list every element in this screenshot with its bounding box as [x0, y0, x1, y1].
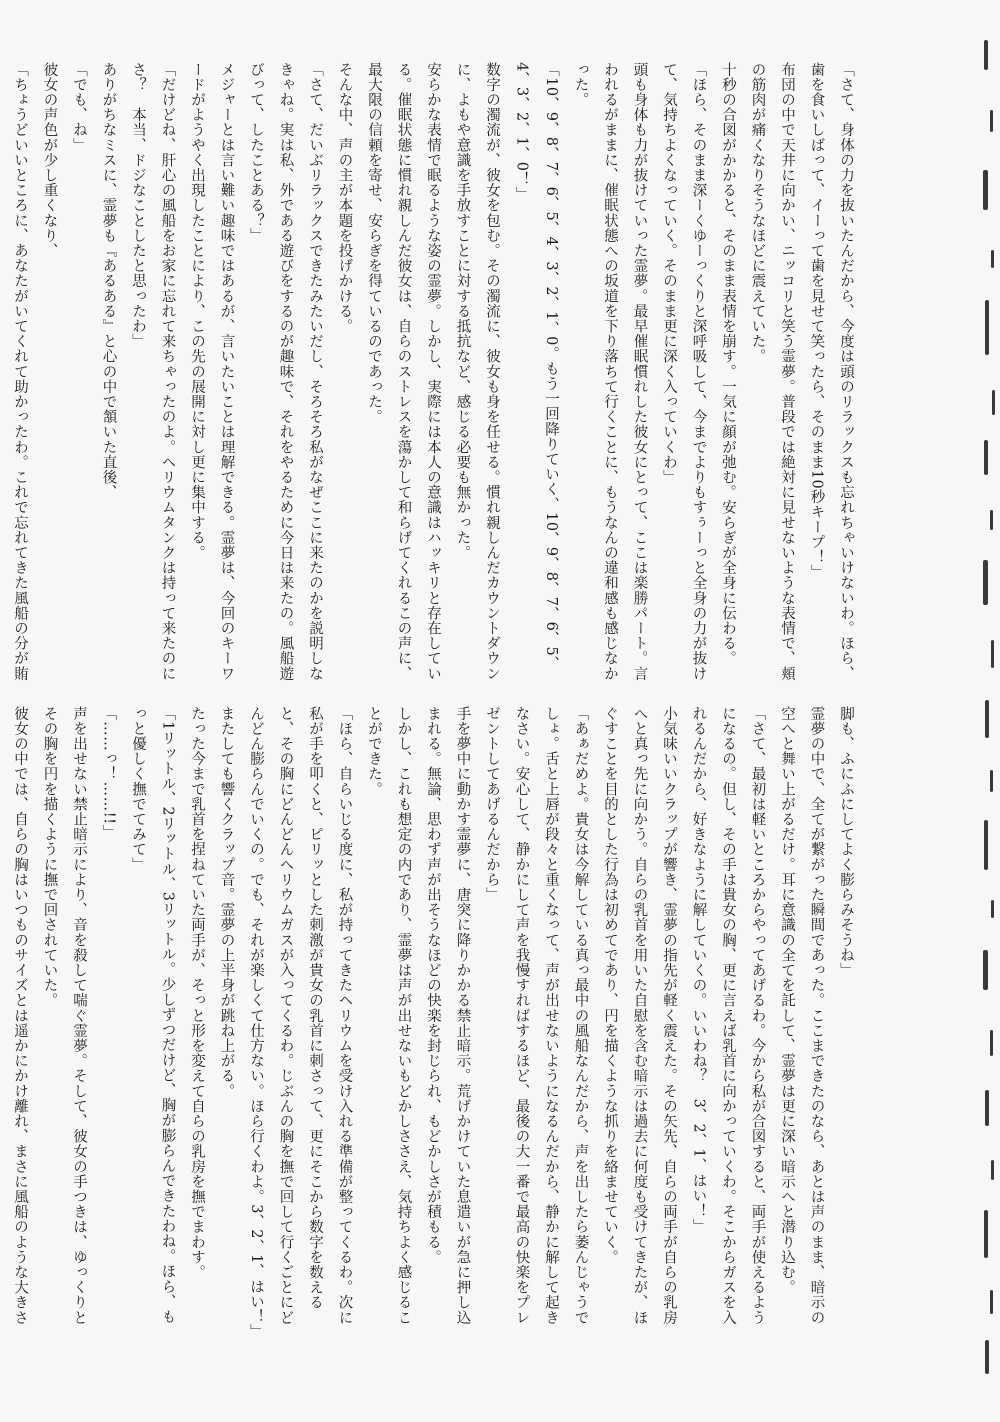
upper-paragraph: ありがちなミスに、霊夢も『あるある』と心の中で頷いた直後、 — [100, 62, 117, 500]
upper-paragraph: 「ちょうどいいところに、あなたがいてくれて助かったわ。これで忘れてきた風船の分が賄 — [12, 62, 28, 682]
lower-paragraph: 「……っ！……!!」 — [100, 706, 117, 840]
upper-text-block — [12, 62, 860, 682]
upper-paragraph: 安らかな表情で眠るような姿の霊夢。しかし、実際には本人の意識はハッキリと存在している。催眠状態に慣れ親しんだ彼女は、自らのストレスを蕩かして和らげてくれるこの声に、最大限の信頼を寄せ、安らぎを得ているのであった。 — [366, 62, 441, 682]
lower-paragraph: 「1リットル、2リットル、3リットル。少しずつだけど、胸が膨らんできたわね。ほら、もっと優しく撫でてみて」 — [130, 706, 176, 1325]
upper-paragraph: 「ほら、そのまま深ーくゆーっくりと深呼吸して、今までよりもすぅーっと全身の力が抜けて、気持ちよくなっていく。そのまま更に深く入っていくわ」 — [661, 62, 707, 682]
lower-paragraph: 彼女の中では、自らの胸はいつものサイズとは遥かにかけ離れ、まさに風船のような大きさ — [12, 706, 28, 1326]
lower-paragraph: 小気味いいクラップが響き、霊夢の指先が軽く震えた。その矢先、自らの両手が自らの乳房へと真っ先に向かう。自らの乳首を用いた自慰を含む暗示は過去に何度も受けてきたが、ほぐすことを目的とした行為は初めてであり、円を描くような抓りを絡ませていく。 — [602, 706, 677, 1326]
binding-edge-graphic — [978, 0, 1000, 1422]
lower-paragraph: 手を夢中に動かす霊夢に、唐突に降りかかる禁止暗示。荒げかけていた息遣いが急に押し込まれる。無論、思わず声が出そうなほどの快楽を封じられ、もどかしさが積もる。 — [425, 706, 471, 1326]
lower-paragraph: 脚も、ふにふにしてよく膨らみそうね」 — [838, 706, 854, 978]
upper-paragraph: そんな中、声の主が本題を投げかける。 — [336, 62, 353, 334]
upper-paragraph: 数字の濁流が、彼女を包む。その濁流に、彼女も身を任せる。慣れ親しんだカウントダウンに、よもや意識を手放すことに対する抵抗など、感じる必要も無かった。 — [454, 62, 500, 682]
upper-paragraph: 彼女の声色が少し重くなり、 — [41, 62, 58, 259]
upper-paragraph: 「だけどね、肝心の風船をお家に忘れて来ちゃったのよ。ヘリウムタンクは持って来たのにさ？ 本当、ドジなことしたと思ったわ」 — [130, 62, 176, 682]
lower-paragraph: 霊夢の中で、全てが繋がった瞬間であった。ここまできたのなら、あとは声のまま、暗示の空へと舞い上がるだけ。耳に意識の全てを託して、霊夢は更に深い暗示へと潜り込む。 — [779, 706, 825, 1326]
upper-paragraph: 十秒の合図がかかると、そのまま表情を崩す。一気に顔が弛む。安らぎが全身に伝わる。 — [720, 62, 736, 666]
lower-paragraph: 「ほら、自らいじる度に、私が持ってきたヘリウムを受け入れる準備が整ってくるわ。次に私が手を叩くと、ピリッとした刺激が貴女の乳首に刺さって、更にそこから数字を数えると、その胸にどんどんヘリウムガスが入ってくるわ。じぶんの胸を撫で回して行くごとにどんどん膨らんでいくの。でも、それが楽しくて仕方ない。ほら行くわよ。3、2、1、はい！」 — [248, 706, 353, 1340]
lower-paragraph: 声を出せない禁止暗示により、音を殺して喘ぐ霊夢。そして、彼女の手つきは、ゆっくりとその胸を円を描くように撫で回されていた。 — [41, 706, 87, 1326]
lower-paragraph: しかし、これも想定の内であり、霊夢は声が出せないもどかしささえ、気持ちよく感じることができた。 — [366, 706, 412, 1326]
upper-paragraph: 「10、9、8、7、6、5、4、3、2、1、0。もう一回降りていく、10、9、8、7、6、5、4、3、2、1、0！」 — [513, 62, 559, 672]
lower-paragraph: たった今まで乳首を捏ねていた両手が、そっと形を変えて自らの乳房を撫でまわす。 — [189, 706, 205, 1280]
upper-paragraph: 「さて、身体の力を抜いたんだから、今度は頭のリラックスも忘れちゃいけないわ。ほら、歯を食いしばって、イーって歯を見せて笑ったら、そのまま10秒キープ！」 — [808, 62, 854, 682]
lower-text-block — [12, 706, 860, 1340]
lower-paragraph: またしても響くクラップ音。霊夢の上半身が跳ね上がる。 — [218, 706, 235, 1099]
upper-paragraph: 「さて、だいぶリラックスできたみたいだし、そろそろ私がなぜここに来たのかを説明しなきゃね。実は私、外である遊びをするのが趣味で、それをやるために今日は来たの。風船遊びって、したことある？」 — [248, 62, 323, 682]
upper-paragraph: メジャーとは言い難い趣味ではあるが、言いたいことは理解できる。霊夢は、今回のキーワードがようやく出現したことにより、この先の展開に対し更に集中する。 — [189, 62, 235, 682]
upper-paragraph: 「でも、ね」 — [71, 62, 87, 153]
upper-paragraph: 布団の中で天井に向かい、ニッコリと笑う霊夢。普段では絶対に見せないような表情で、頬の筋肉が痛くなりそうなほどに震えていた。 — [749, 62, 795, 682]
binding-edge-marks — [978, 0, 1000, 1422]
upper-paragraph: 頭も身体も力が抜けていった霊夢。最早催眠慣れした彼女にとって、ここは楽勝パート。言われるがままに、催眠状態への坂道を下り落ちて行くことに、もうなんの違和感も感じなかった。 — [572, 62, 648, 682]
lower-paragraph: 「さて、最初は軽いところからやってあげるわ。今から私が合図すると、両手が使えるようになるの。但し、その手は貴女の胸、更に言えば乳首に向かっていくわ。そこからガスを入れるんだから、好きなように解していくの。いいわね？ 3、2、1、はい！」 — [690, 706, 766, 1326]
lower-paragraph: 「あぁだめよ。貴女は今解している真っ最中の風船なんだから、声を出したら萎んじゃうでしょ。舌と上唇が段々と重くなって、声が出せないようになるんだから、静かに解して起きなさい。安心して、静かにして声を我慢すればするほど、最後の大一番で最高の快楽をプレゼントしてあげるんだから」 — [484, 706, 589, 1326]
